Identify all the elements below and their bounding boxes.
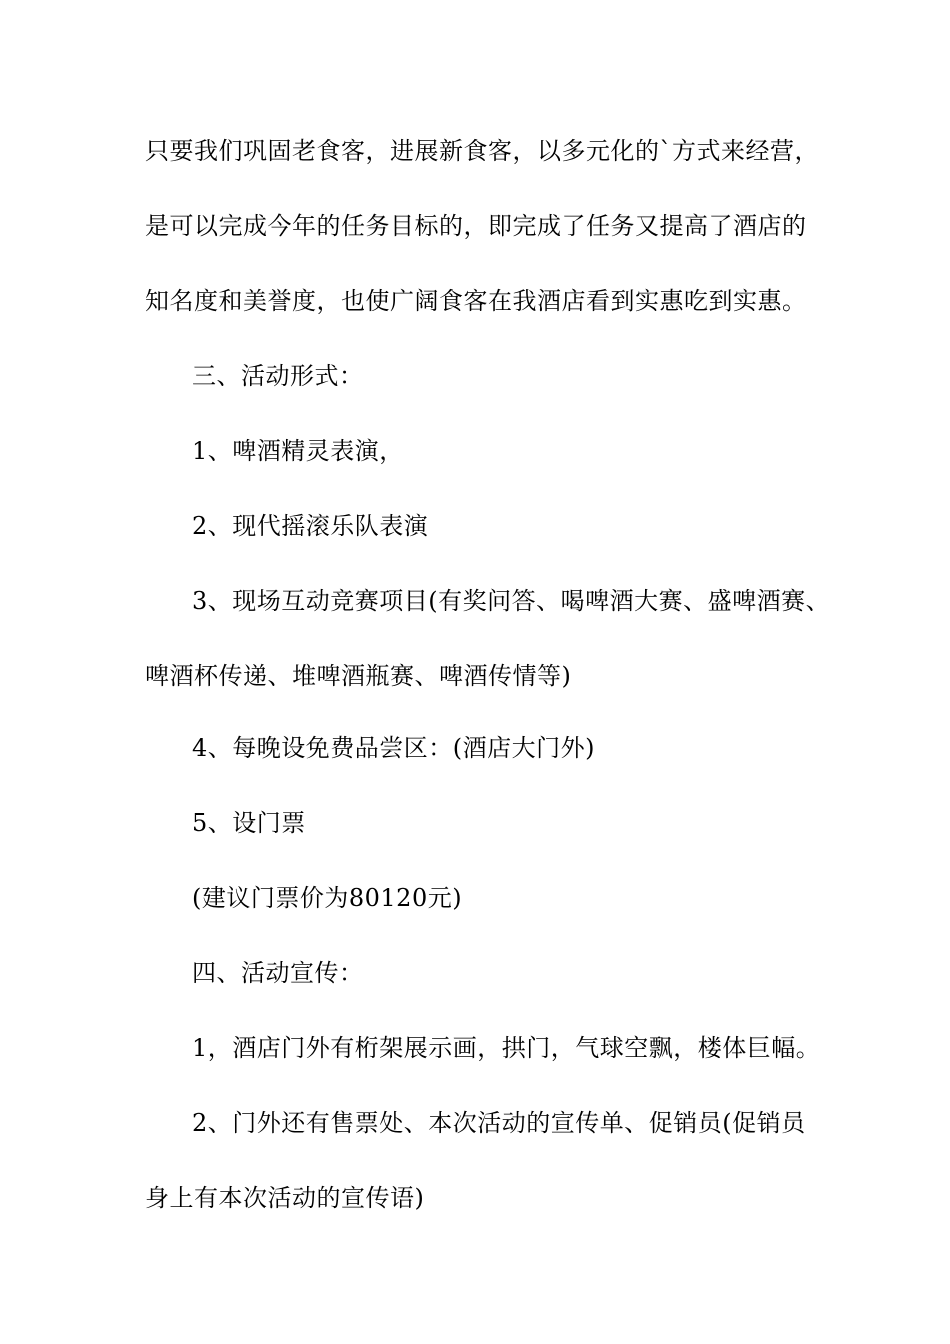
paragraph-line: 只要我们巩固老食客，进展新食客，以多元化的`方式来经营， — [145, 137, 819, 165]
section-heading: 四、活动宣传： — [192, 959, 364, 987]
list-item: 2、现代摇滚乐队表演 — [192, 512, 429, 540]
list-item: 2、门外还有售票处、本次活动的宣传单、促销员(促销员 — [192, 1109, 806, 1137]
list-item: 1、啤酒精灵表演， — [192, 437, 404, 465]
list-item-continuation: 啤酒杯传递、堆啤酒瓶赛、啤酒传情等) — [145, 662, 572, 690]
paragraph-line: 知名度和美誉度，也使广阔食客在我酒店看到实惠吃到实惠。 — [145, 287, 807, 315]
list-item: 5、设门票 — [192, 809, 306, 837]
section-heading: 三、活动形式： — [192, 362, 364, 390]
list-item: 3、现场互动竞赛项目(有奖问答、喝啤酒大赛、盛啤酒赛、 — [192, 587, 831, 615]
list-item-continuation: 身上有本次活动的宣传语) — [145, 1184, 425, 1212]
paragraph-line: 是可以完成今年的任务目标的，即完成了任务又提高了酒店的 — [145, 212, 807, 240]
note-line: (建议门票价为80120元) — [192, 884, 463, 912]
list-item: 4、每晚设免费品尝区：(酒店大门外) — [192, 734, 595, 762]
list-item: 1，酒店门外有桁架展示画，拱门，气球空飘，楼体巨幅。 — [192, 1034, 821, 1062]
